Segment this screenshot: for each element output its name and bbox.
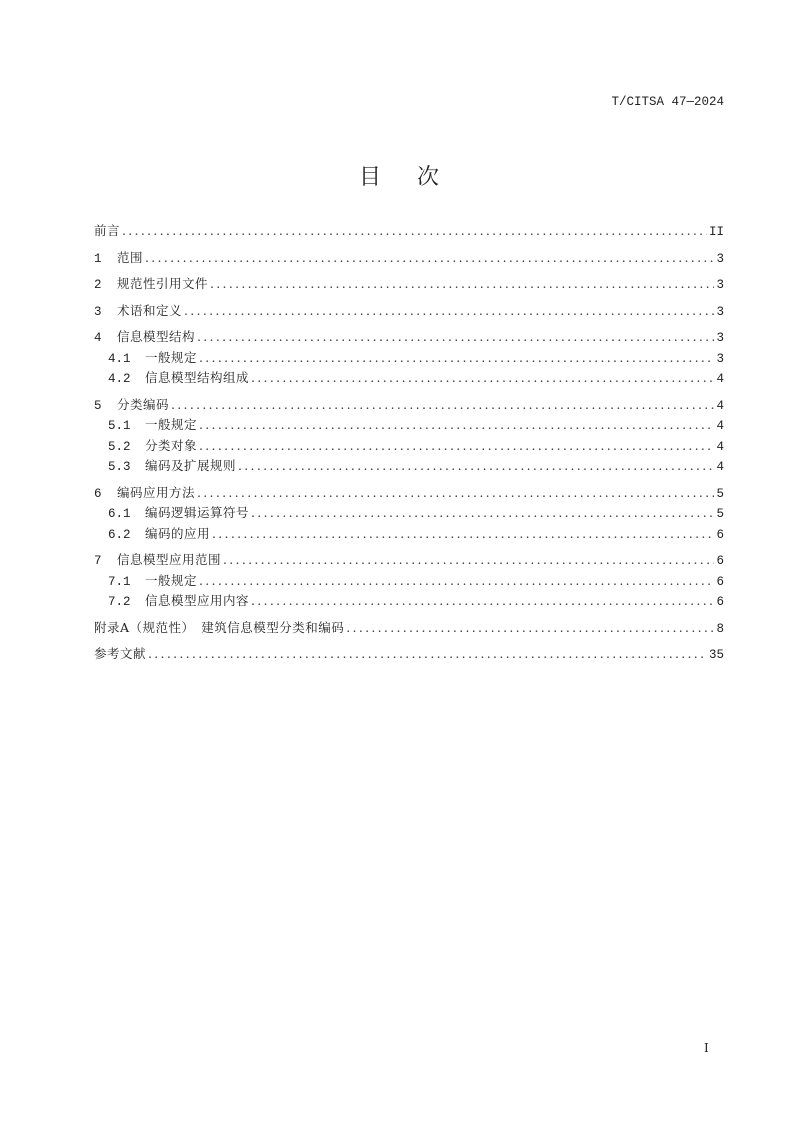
toc-entry[interactable] [94,248,724,269]
toc-entry[interactable] [94,524,724,545]
toc-entry-page: 5 [716,507,724,521]
dot-leader [199,348,714,369]
toc-entry-label: 编码逻辑运算符号 [145,505,250,520]
toc-entry-label: 范围 [117,249,144,265]
toc-entry-label: 编码及扩展规则 [145,458,237,473]
toc-entry-page: 8 [716,621,724,636]
toc-entry[interactable] [94,618,724,639]
toc-entry-number: 4 [94,331,102,345]
dot-leader [171,395,714,416]
toc-entry-label: 分类对象 [145,437,198,453]
toc-entry-label: 术语和定义 [117,302,183,318]
toc-entry-label: 编码的应用 [145,525,211,541]
dot-leader [223,550,714,571]
toc-entry[interactable] [94,591,724,612]
toc-entry-label: 规范性引用文件 [117,276,209,291]
toc-entry-page: 4 [716,398,724,413]
toc-entry-number: 6 [94,486,102,501]
toc-entry-number: 4.1 [108,351,131,366]
toc-entry-number: 5.1 [108,419,131,433]
toc-entry-page: 6 [716,554,724,568]
dot-leader [197,483,714,504]
toc-entry-number: 6.2 [108,527,131,542]
document-number: T/CITSA 47—2024 [611,95,724,109]
toc-entry-page: 3 [716,278,724,292]
toc-entry[interactable] [94,368,724,389]
toc-entry-page: 3 [716,351,724,366]
toc-entry[interactable] [94,503,724,524]
toc-entry-label: 一般规定 [145,417,198,432]
toc-entry[interactable] [94,301,724,322]
dot-leader [148,644,707,665]
toc-entry-number: 5.2 [108,439,131,454]
dot-leader [210,274,714,295]
dot-leader [251,591,714,612]
toc-entry[interactable] [94,456,724,477]
dot-leader [184,301,714,322]
toc-entry-number: 5 [94,398,102,413]
dot-leader [346,618,714,639]
toc-entry-page: 3 [716,304,724,319]
toc-entry[interactable] [94,550,724,571]
toc-entry-page: II [708,225,724,239]
dot-leader [212,524,714,545]
toc-entry-page: 35 [708,648,724,662]
toc-entry[interactable] [94,348,724,369]
dot-leader [251,503,714,524]
dot-leader [238,456,714,477]
toc-entry[interactable] [94,483,724,504]
toc-entry-number: 6.1 [108,507,131,521]
toc-entry-page: 4 [716,439,724,454]
table-of-contents [94,221,724,665]
toc-entry[interactable] [94,436,724,457]
toc-entry-page: 5 [716,486,724,501]
toc-entry-page: 6 [716,574,724,589]
dot-leader [199,436,714,457]
toc-entry-label: 前言 [94,223,121,238]
toc-entry-page: 6 [716,595,724,609]
toc-entry-label: 参考文献 [94,646,147,661]
toc-entry-number: 1 [94,251,102,266]
toc-entry[interactable] [94,274,724,295]
toc-entry-page: 4 [716,460,724,474]
toc-entry-label: 一般规定 [145,572,198,588]
toc-entry-page: 3 [716,331,724,345]
title-char-1: 目 [358,165,383,190]
toc-entry-number: 7.1 [108,574,131,589]
toc-entry-label: 信息模型结构 [117,329,196,344]
dot-leader [199,571,714,592]
toc-entry[interactable] [94,395,724,416]
page-title [0,160,800,191]
toc-entry-label: 附录A（规范性） 建筑信息模型分类和编码 [94,619,345,635]
toc-entry-page: 6 [716,527,724,542]
toc-entry-page: 3 [716,251,724,266]
toc-entry[interactable] [94,221,724,242]
toc-entry[interactable] [94,571,724,592]
dot-leader [122,221,707,242]
toc-entry-number: 2 [94,278,102,292]
toc-entry-label: 信息模型应用内容 [145,593,250,608]
toc-entry-number: 7.2 [108,595,131,609]
toc-entry-label: 信息模型结构组成 [145,370,250,385]
dot-leader [145,248,714,269]
toc-entry-page: 4 [716,419,724,433]
toc-entry-label: 编码应用方法 [117,484,196,500]
toc-entry-number: 5.3 [108,460,131,474]
toc-entry-number: 3 [94,304,102,319]
toc-entry-label: 信息模型应用范围 [117,552,222,567]
title-char-2: 次 [417,165,442,190]
dot-leader [251,368,714,389]
dot-leader [199,415,714,436]
toc-entry-number: 4.2 [108,372,131,386]
toc-entry-label: 分类编码 [117,396,170,412]
toc-entry[interactable] [94,644,724,665]
toc-entry[interactable] [94,415,724,436]
toc-entry-label: 一般规定 [145,349,198,365]
page-folio: I [704,1041,709,1055]
toc-entry-number: 7 [94,554,102,568]
dot-leader [197,327,714,348]
toc-entry[interactable] [94,327,724,348]
toc-entry-page: 4 [716,372,724,386]
